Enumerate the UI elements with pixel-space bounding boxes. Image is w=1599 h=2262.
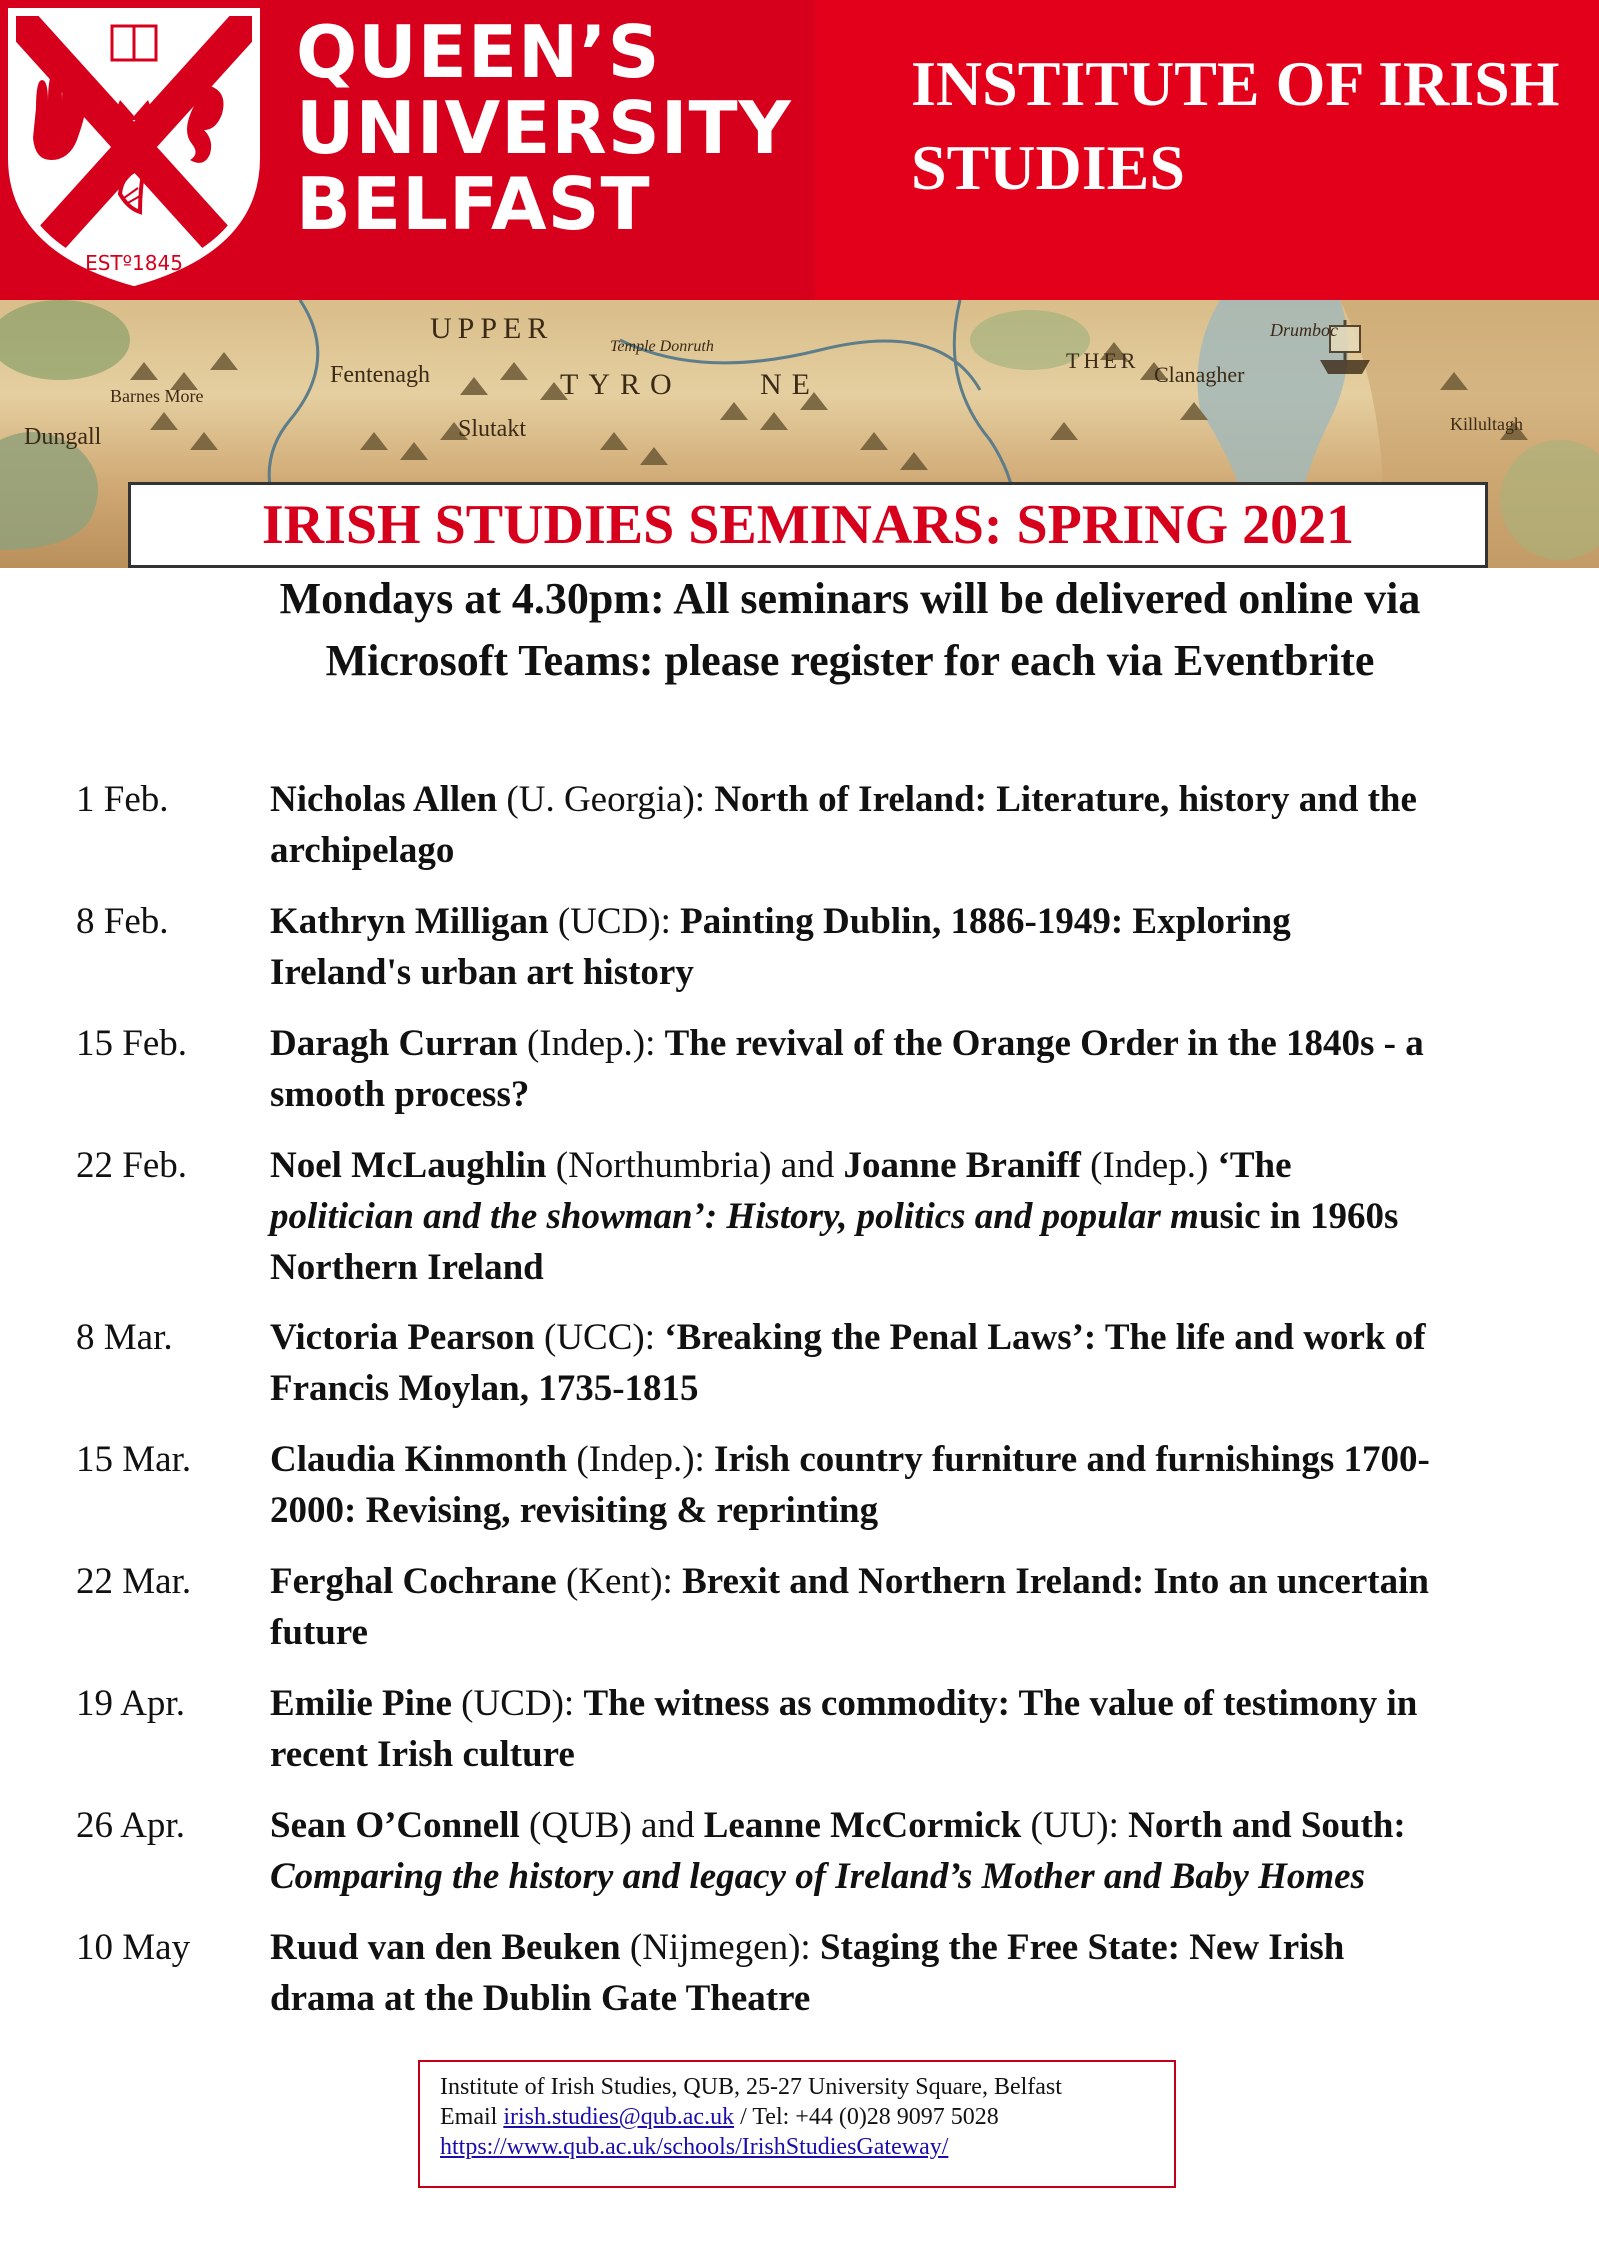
seminar-date: 22 Feb. (76, 1145, 187, 1186)
seminar-text-segment: drama at the Dublin Gate Theatre (270, 1978, 811, 2019)
website-url[interactable]: https://www.qub.ac.uk/schools/IrishStudiesGateway/ (440, 2134, 949, 2160)
seminar-details (270, 1800, 1520, 1902)
seminar-details-line (270, 1069, 1520, 1120)
map-label: THER (1066, 348, 1140, 373)
university-name-line: QUEEN’S (296, 10, 661, 94)
seminar-text-segment: Ireland's urban art history (270, 952, 694, 993)
map-label: TYRO (560, 368, 682, 401)
seminar-text-segment: (UU): (1021, 1805, 1129, 1846)
seminar-date: 1 Feb. (76, 779, 169, 820)
seminar-details (270, 1678, 1520, 1780)
university-name-line: UNIVERSITY (296, 86, 792, 170)
seminar-details-line (270, 1851, 1520, 1902)
seminar-details-line (270, 1140, 1520, 1191)
seminar-text-segment: North and South: (1128, 1805, 1406, 1846)
delivery-notice-line: Mondays at 4.30pm: All seminars will be delivered online via (279, 574, 1421, 623)
seminar-text-segment: Leanne McCormick (703, 1805, 1022, 1846)
seminar-details-line (270, 1018, 1520, 1069)
seminar-details-line (270, 825, 1520, 876)
seminar-text-segment: (Kent): (556, 1561, 683, 1602)
email-link[interactable]: irish.studies@qub.ac.uk (503, 2104, 735, 2130)
seminar-text-segment: Painting Dublin, 1886-1949: Exploring (680, 901, 1291, 942)
seminar-details-line (270, 947, 1520, 998)
seminar-details (270, 896, 1520, 998)
seminar-text-segment: Staging the Free State: New Irish (819, 1927, 1345, 1968)
university-crest-icon (8, 8, 260, 286)
seminar-text-segment: Francis Moylan, 1735-1815 (270, 1368, 699, 1409)
seminar-text-segment: Northern Ireland (270, 1247, 544, 1288)
seminar-text-segment: Joanne Braniff (843, 1145, 1081, 1186)
seminar-text-segment: The witness as commodity: The value of testimony in (583, 1683, 1418, 1724)
seminar-text-segment: Comparing the history and legacy of Ireland’s Mother and Baby Homes (270, 1856, 1365, 1897)
map-label: Drumboc (1270, 320, 1338, 340)
seminar-text-segment: archipelago (270, 830, 455, 871)
seminar-text-segment: Nicholas Allen (270, 779, 498, 820)
seminar-text-segment: (UCD): (451, 1683, 584, 1724)
seminar-text-segment: Sean O’Connell (270, 1805, 520, 1846)
seminar-date: 10 May (76, 1927, 191, 1968)
university-name (296, 10, 792, 246)
seminar-date: 15 Mar. (76, 1439, 192, 1480)
seminar-text-segment: Kathryn Milligan (270, 901, 549, 942)
seminar-text-segment: (Indep.): (567, 1439, 715, 1480)
seminar-details-line (270, 1922, 1520, 1973)
email-label: Email (440, 2104, 504, 2130)
seminar-text-segment: politician and the showman’: History, politics and popular m (270, 1196, 1199, 1237)
svg-text:ESTº1845: ESTº1845 (85, 251, 183, 275)
seminar-text-segment: Claudia Kinmonth (270, 1439, 568, 1480)
seminar-text-segment: usic in 1960s (1198, 1196, 1399, 1237)
map-label: Temple Donruth (610, 338, 714, 355)
university-name-line: BELFAST (296, 162, 651, 246)
seminar-text-segment: (UCD): (548, 901, 681, 942)
seminar-date: 8 Feb. (76, 901, 169, 942)
seminar-text-segment: (QUB) and (519, 1805, 704, 1846)
seminar-text-segment: Noel McLaughlin (270, 1145, 547, 1186)
seminar-text-segment: (Northumbria) and (546, 1145, 844, 1186)
contact-box (418, 2060, 1176, 2188)
seminar-details-line (270, 1556, 1520, 1607)
seminar-date: 22 Mar. (76, 1561, 192, 1602)
seminar-text-segment: Ferghal Cochrane (270, 1561, 557, 1602)
seminar-text-segment: Irish country furniture and furnishings 1700- (714, 1439, 1430, 1480)
seminar-text-segment: (U. Georgia): (497, 779, 715, 820)
seminar-details-line (270, 1800, 1520, 1851)
header-band (0, 0, 1599, 300)
seminar-text-segment: (Indep.) (1080, 1145, 1218, 1186)
seminar-text-segment: 2000: Revising, revisiting & reprinting (270, 1490, 879, 1531)
seminar-text-segment: Victoria Pearson (270, 1317, 535, 1358)
seminar-details (270, 774, 1520, 876)
seminar-text-segment: (Indep.): (517, 1023, 665, 1064)
seminar-date: 19 Apr. (76, 1683, 185, 1724)
seminar-details-line (270, 1242, 1520, 1293)
telephone-text: / Tel: +44 (0)28 9097 5028 (734, 2104, 999, 2130)
map-label: UPPER (430, 312, 554, 345)
seminar-details (270, 1922, 1520, 2024)
map-label: NE (760, 368, 820, 401)
seminar-details (270, 1434, 1520, 1536)
seminar-details (270, 1312, 1520, 1414)
map-label: Killultagh (1450, 414, 1523, 434)
seminar-date: 26 Apr. (76, 1805, 185, 1846)
institute-title-line: INSTITUTE OF IRISH (911, 48, 1560, 119)
delivery-notice-line: Microsoft Teams: please register for each via Eventbrite (325, 636, 1375, 685)
contact-address: Institute of Irish Studies, QUB, 25-27 University Square, Belfast (440, 2074, 1062, 2100)
map-label: Slutakt (458, 416, 527, 442)
seminar-details-line (270, 1973, 1520, 2024)
seminar-text-segment: ‘Breaking the Penal Laws’: The life and work of (664, 1317, 1426, 1358)
contact-email-line (440, 2102, 999, 2132)
seminar-text-segment: ‘The (1217, 1145, 1292, 1186)
seminar-details (270, 1018, 1520, 1120)
seminar-details-line (270, 1191, 1520, 1242)
seminar-details-line (270, 774, 1520, 825)
seminar-details-line (270, 1485, 1520, 1536)
seminar-text-segment: Ruud van den Beuken (270, 1927, 621, 1968)
map-label: Dungall (24, 424, 102, 450)
delivery-notice (100, 568, 1599, 692)
seminar-text-segment: recent Irish culture (270, 1734, 575, 1775)
seminar-details-line (270, 1363, 1520, 1414)
website-link[interactable] (440, 2132, 948, 2162)
seminar-text-segment: The revival of the Orange Order in the 1840s - a (664, 1023, 1424, 1064)
seminar-text-segment: (Nijmegen): (620, 1927, 820, 1968)
seminar-date: 8 Mar. (76, 1317, 173, 1358)
seminar-series-title: IRISH STUDIES SEMINARS: SPRING 2021 (261, 494, 1355, 556)
seminar-details-line (270, 1312, 1520, 1363)
seminar-text-segment: (UCC): (534, 1317, 665, 1358)
seminar-text-segment: North of Ireland: Literature, history and the (714, 779, 1417, 820)
map-label: Clanagher (1154, 362, 1245, 387)
institute-heading-block (815, 0, 1599, 300)
seminar-text-segment: Daragh Curran (270, 1023, 518, 1064)
seminar-details (270, 1556, 1520, 1658)
institute-title (911, 42, 1560, 210)
seminar-details-line (270, 896, 1520, 947)
map-label: Barnes More (110, 386, 204, 406)
seminar-details-line (270, 1607, 1520, 1658)
institute-title-line: STUDIES (911, 132, 1185, 203)
seminar-details-line (270, 1678, 1520, 1729)
university-logo (0, 0, 815, 300)
seminar-date: 15 Feb. (76, 1023, 187, 1064)
seminar-series-title-box (128, 482, 1488, 568)
map-label: Fentenagh (330, 362, 430, 388)
seminar-details-line (270, 1434, 1520, 1485)
seminar-text-segment: smooth process? (270, 1074, 530, 1115)
seminar-text-segment: Emilie Pine (270, 1683, 452, 1724)
seminar-details (270, 1140, 1520, 1293)
seminar-text-segment: future (270, 1612, 368, 1653)
seminar-details-line (270, 1729, 1520, 1780)
seminar-text-segment: Brexit and Northern Ireland: Into an uncertain (682, 1561, 1429, 1602)
